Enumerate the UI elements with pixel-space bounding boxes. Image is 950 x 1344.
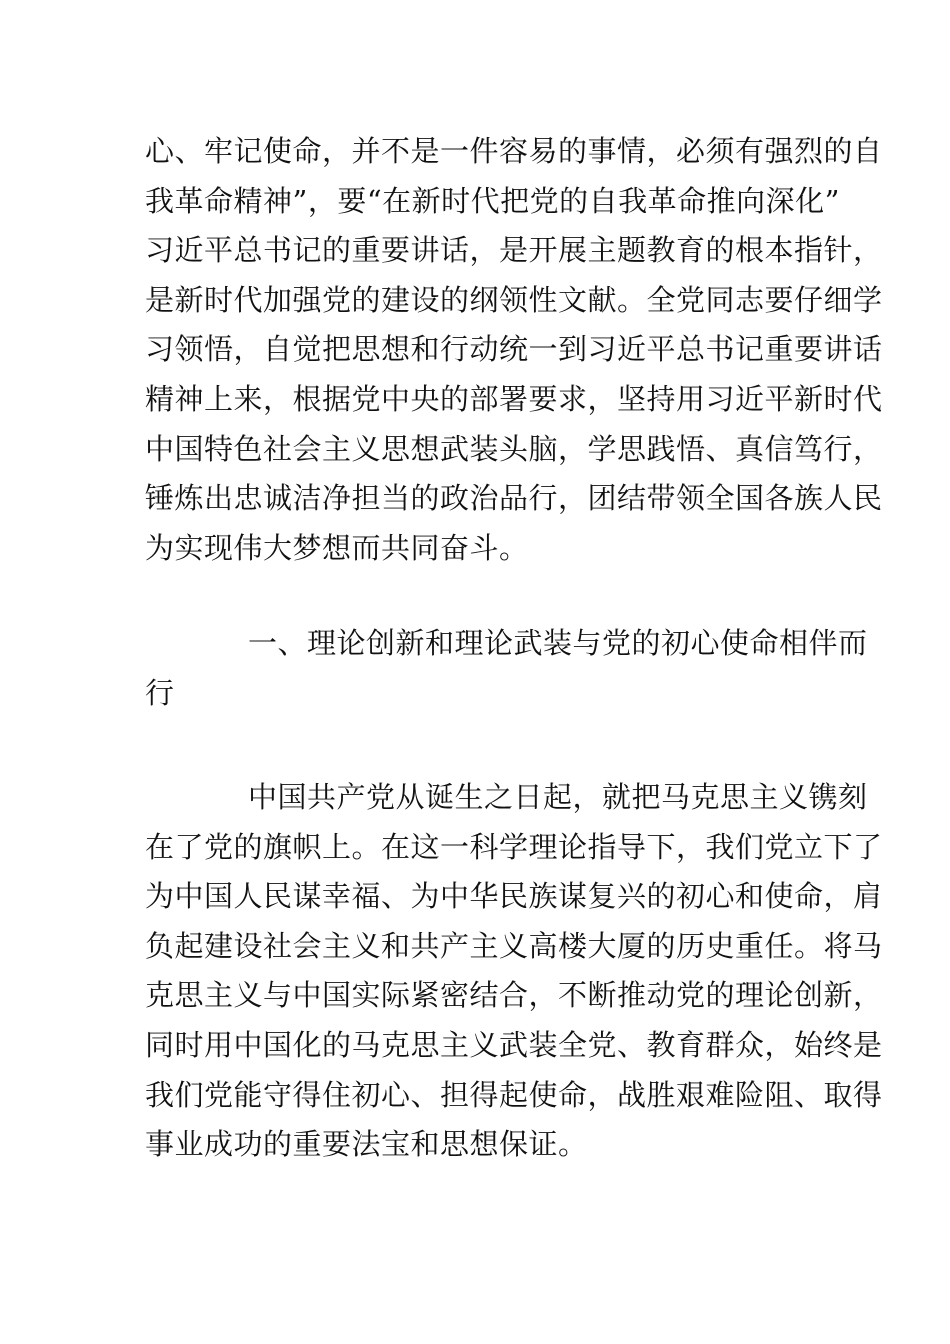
paragraph-line: 心、牢记使命，并不是一件容易的事情，必须有强烈的自 bbox=[145, 134, 883, 168]
paragraph-line: 事业成功的重要法宝和思想保证。 bbox=[145, 1127, 588, 1162]
body-paragraph bbox=[145, 127, 883, 573]
paragraph-line: 负起建设社会主义和共产主义高楼大厦的历史重任。将马 bbox=[145, 928, 883, 963]
paragraph-line: 在了党的旗帜上。在这一科学理论指导下，我们党立下了 bbox=[145, 829, 883, 864]
paragraph-line: 习领悟，自觉把思想和行动统一到习近平总书记重要讲话 bbox=[145, 332, 883, 367]
paragraph-line: 我革命精神”，要“在新时代把党的自我革命推向深化” bbox=[145, 183, 840, 218]
paragraph-line: 中国共产党从诞生之日起，就把马克思主义镌刻 bbox=[248, 780, 868, 814]
paragraph-line: 精神上来，根据党中央的部署要求，坚持用习近平新时代 bbox=[145, 381, 883, 416]
heading-line: 一、理论创新和理论武装与党的初心使命相伴而 bbox=[248, 626, 868, 660]
section-heading bbox=[145, 619, 868, 718]
paragraph-line: 是新时代加强党的建设的纲领性文献。全党同志要仔细学 bbox=[145, 282, 883, 317]
paragraph-line: 中国特色社会主义思想武装头脑，学思践悟、真信笃行， bbox=[145, 431, 883, 466]
paragraph-line: 克思主义与中国实际紧密结合，不断推动党的理论创新， bbox=[145, 978, 883, 1013]
paragraph-line: 为中国人民谋幸福、为中华民族谋复兴的初心和使命，肩 bbox=[145, 879, 883, 914]
heading-line: 行 bbox=[145, 675, 175, 710]
paragraph-line: 锤炼出忠诚洁净担当的政治品行，团结带领全国各族人民 bbox=[145, 481, 883, 516]
paragraph-line: 同时用中国化的马克思主义武装全党、教育群众，始终是 bbox=[145, 1027, 883, 1062]
body-paragraph bbox=[145, 773, 883, 1170]
paragraph-line: 为实现伟大梦想而共同奋斗。 bbox=[145, 530, 529, 565]
paragraph-line: 我们党能守得住初心、担得起使命，战胜艰难险阻、取得 bbox=[145, 1077, 883, 1112]
paragraph-line: 习近平总书记的重要讲话，是开展主题教育的根本指针， bbox=[145, 233, 883, 268]
